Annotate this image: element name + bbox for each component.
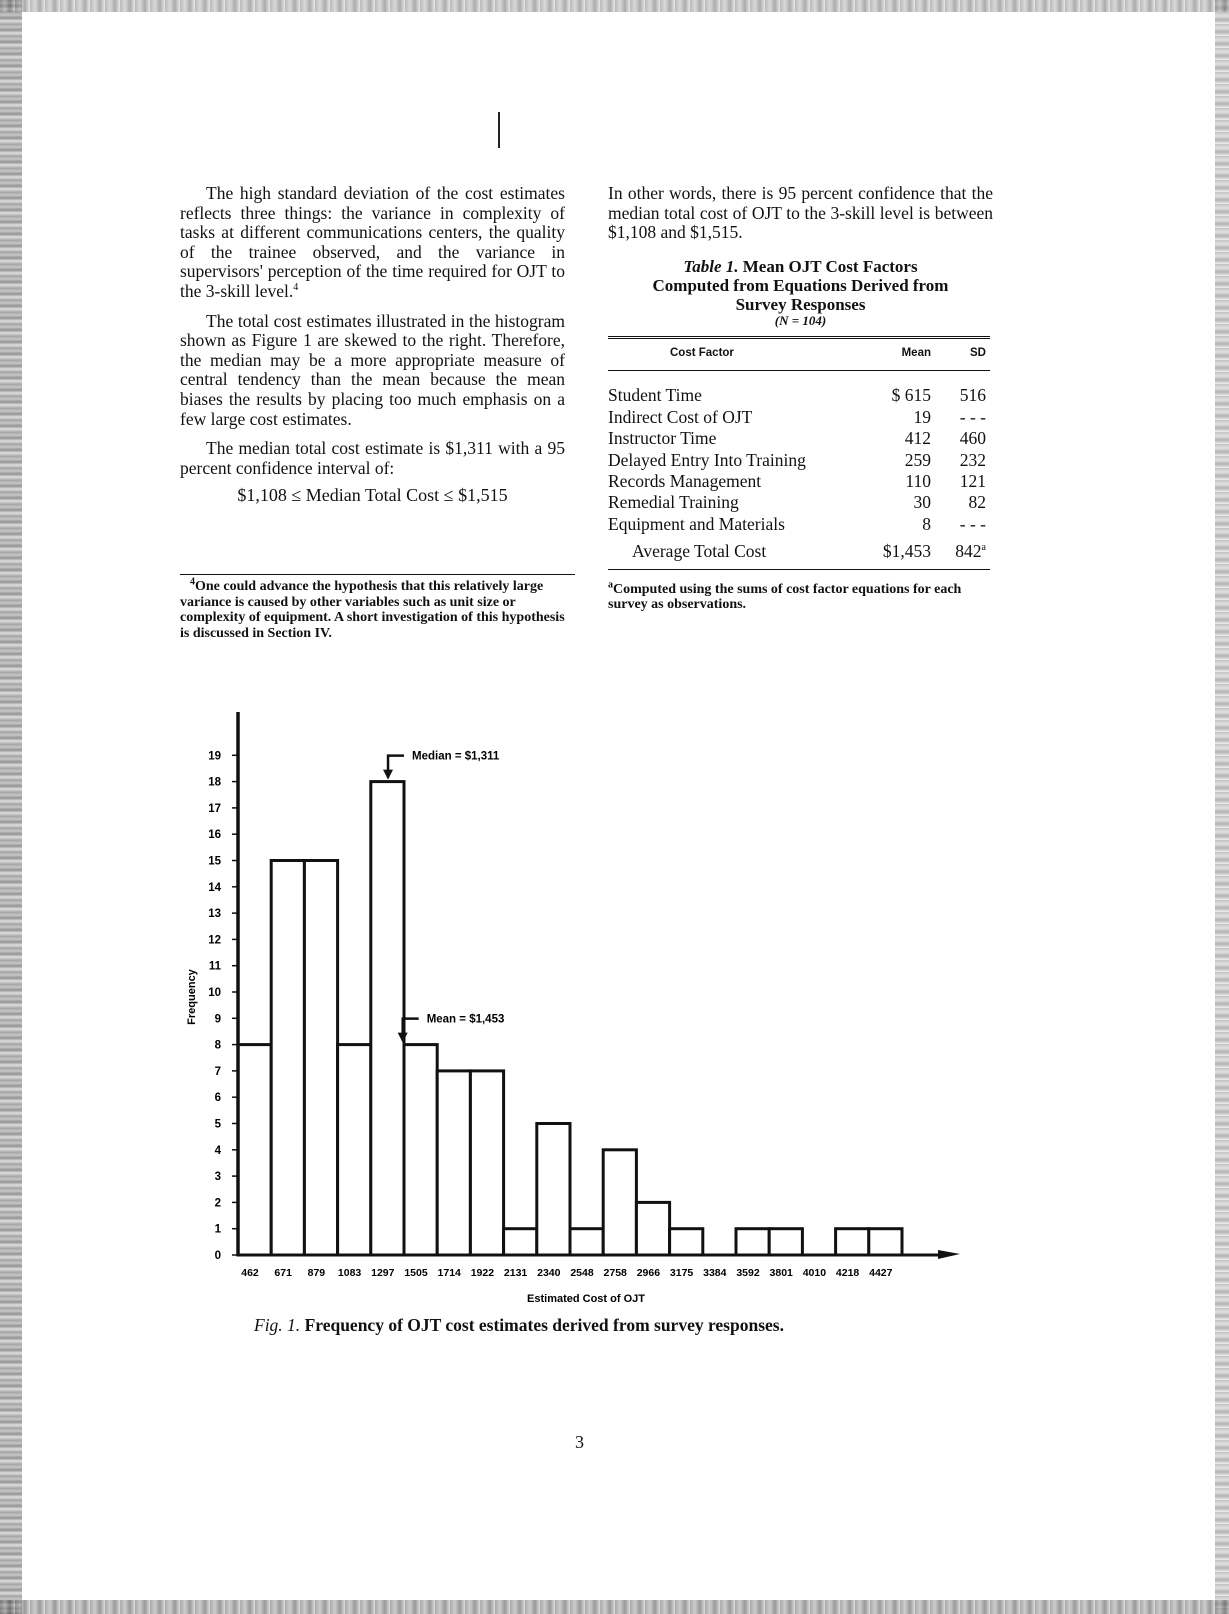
y-tick-label: 5 bbox=[214, 1118, 221, 1131]
cell-mean: $ 615 bbox=[891, 385, 931, 406]
page-number: 3 bbox=[575, 1432, 584, 1452]
cell-factor: Records Management bbox=[608, 471, 762, 491]
cell-factor: Delayed Entry Into Training bbox=[608, 449, 806, 470]
cell-mean: 19 bbox=[913, 406, 931, 427]
footnote-4: $^4$One could advance the hypothesis that this relatively large variance is caused by other variables such as unit size or complexity of equipment. A short investigation of this hypothesis is discussed in Section IV. bbox=[180, 574, 575, 641]
cell-sd: 460 bbox=[959, 428, 986, 449]
cell-factor: Equipment and Materials bbox=[608, 513, 785, 534]
y-tick-label: 8 bbox=[214, 1039, 221, 1052]
paragraph-3: The median total cost estimate is $1,311 with a 95 percent confidence interval of: bbox=[180, 438, 565, 478]
x-tick-label: 3592 bbox=[736, 1267, 760, 1279]
figure-caption: Fig. 1. Frequency of OJT cost estimates derived from survey responses. bbox=[254, 1315, 784, 1335]
x-axis-arrow bbox=[938, 1250, 960, 1259]
x-tick-label: 4427 bbox=[869, 1267, 893, 1279]
y-tick-label: 1 bbox=[214, 1223, 221, 1236]
bar bbox=[570, 1229, 603, 1255]
bar bbox=[869, 1229, 902, 1255]
cell-factor: Average Total Cost bbox=[632, 541, 767, 562]
paragraph-1: The high standard deviation of the cost estimates reflects three things: the variance in complexity of tasks at different communications centers, the quality of the trainee observed, and the variance in supervisors' perception of the time required for OJT to the 3-skill level.$^4$ bbox=[180, 183, 565, 301]
cell-mean: 110 bbox=[905, 471, 931, 491]
cell-factor: Instructor Time bbox=[608, 428, 717, 449]
bar bbox=[736, 1229, 769, 1255]
header-cost-factor: Cost Factor bbox=[608, 337, 864, 371]
cell-sd: 842$^a$ bbox=[955, 541, 986, 562]
cell-sd: - - - bbox=[959, 513, 986, 534]
bar bbox=[670, 1229, 703, 1255]
cell-sd: 232 bbox=[959, 449, 986, 470]
cell-mean: 8 bbox=[922, 513, 931, 534]
annotation-arrowhead bbox=[383, 770, 393, 780]
y-tick-label: 14 bbox=[208, 881, 221, 894]
x-tick-label: 1083 bbox=[337, 1267, 362, 1279]
y-tick-label: 2 bbox=[214, 1197, 221, 1210]
x-tick-label: 879 bbox=[307, 1267, 326, 1279]
cell-factor: Student Time bbox=[608, 385, 702, 406]
cell-mean: 412 bbox=[904, 428, 931, 449]
bar bbox=[238, 1045, 271, 1255]
paragraph-2: The total cost estimates illustrated in the histogram shown as Figure 1 are skewed to the right. Therefore, the median may be a more appropriate measure of central tendency than the mean because the mean biases the results by placing too much emphasis on a few large cost estimates. bbox=[180, 310, 565, 429]
annotation-label: Median = $1,311 bbox=[412, 750, 500, 763]
bar bbox=[603, 1150, 636, 1255]
header-sd: SD bbox=[945, 337, 990, 371]
x-tick-label: 1714 bbox=[437, 1267, 461, 1279]
y-tick-label: 17 bbox=[208, 802, 221, 815]
x-tick-label: 2758 bbox=[603, 1267, 627, 1279]
y-tick-label: 15 bbox=[208, 855, 221, 868]
y-tick-label: 4 bbox=[214, 1144, 221, 1157]
header-mean: Mean bbox=[864, 337, 945, 371]
bar bbox=[371, 782, 404, 1255]
x-tick-label: 3801 bbox=[769, 1267, 793, 1279]
x-tick-label: 4010 bbox=[802, 1267, 827, 1279]
x-tick-label: 4218 bbox=[835, 1267, 860, 1279]
bar bbox=[504, 1229, 537, 1255]
x-tick-label: 3175 bbox=[669, 1267, 694, 1279]
x-tick-label: 1505 bbox=[404, 1267, 428, 1279]
paragraph-right-1: In other words, there is 95 percent confidence that the median total cost of OJT to the 3-skill level is between $1,108 and $1,515. bbox=[608, 183, 993, 243]
x-axis-label: Estimated Cost of OJT bbox=[527, 1293, 645, 1305]
bar bbox=[437, 1071, 470, 1255]
cell-mean: $1,453 bbox=[882, 541, 931, 562]
table-footnote: $^a$Computed using the sums of cost factor equations for each survey as observations. bbox=[608, 578, 962, 613]
bar bbox=[271, 861, 304, 1256]
bar bbox=[470, 1071, 503, 1255]
y-tick-label: 6 bbox=[214, 1092, 221, 1105]
cell-mean: 30 bbox=[913, 492, 931, 513]
x-tick-label: 2340 bbox=[537, 1267, 561, 1279]
annotation-label: Mean = $1,453 bbox=[426, 1013, 505, 1026]
cell-mean: 259 bbox=[904, 449, 931, 470]
cell-sd: 82 bbox=[968, 492, 986, 513]
table-caption: Table 1. Mean OJT Cost Factors Computed from Equations Derived from Survey Responses bbox=[652, 256, 949, 314]
y-tick-label: 7 bbox=[214, 1065, 221, 1078]
cell-sd: 121 bbox=[959, 471, 986, 491]
y-tick-label: 0 bbox=[214, 1250, 221, 1262]
confidence-interval-formula: $1,108 ≤ Median Total Cost ≤ $1,515 bbox=[237, 485, 508, 506]
bar bbox=[537, 1124, 570, 1256]
bar bbox=[769, 1229, 802, 1255]
bar bbox=[404, 1045, 437, 1255]
y-tick-label: 9 bbox=[214, 1013, 221, 1026]
x-tick-label: 1297 bbox=[371, 1267, 395, 1279]
bar bbox=[636, 1202, 669, 1255]
table-n-note: (N = 104) bbox=[774, 312, 827, 328]
x-tick-label: 1922 bbox=[470, 1267, 495, 1279]
x-tick-label: 2131 bbox=[503, 1267, 528, 1279]
x-tick-label: 462 bbox=[241, 1267, 259, 1279]
x-tick-label: 3384 bbox=[703, 1267, 727, 1279]
y-tick-label: 10 bbox=[208, 987, 221, 999]
bar bbox=[836, 1229, 869, 1255]
bar bbox=[304, 861, 337, 1256]
x-tick-label: 671 bbox=[274, 1267, 292, 1279]
x-tick-label: 2966 bbox=[636, 1267, 661, 1279]
y-tick-label: 13 bbox=[208, 908, 221, 921]
y-axis-label: Frequency bbox=[186, 969, 198, 1025]
bar bbox=[338, 1045, 371, 1255]
y-tick-label: 11 bbox=[208, 960, 221, 973]
y-tick-label: 18 bbox=[208, 776, 221, 789]
cell-factor: Remedial Training bbox=[608, 492, 739, 513]
y-tick-label: 12 bbox=[208, 934, 221, 947]
y-tick-label: 16 bbox=[208, 829, 221, 842]
y-tick-label: 3 bbox=[214, 1171, 221, 1184]
cell-sd: - - - bbox=[959, 406, 986, 427]
x-tick-label: 2548 bbox=[570, 1267, 594, 1279]
y-tick-label: 19 bbox=[208, 750, 221, 763]
cell-factor: Indirect Cost of OJT bbox=[608, 406, 753, 427]
cell-sd: 516 bbox=[959, 385, 986, 406]
